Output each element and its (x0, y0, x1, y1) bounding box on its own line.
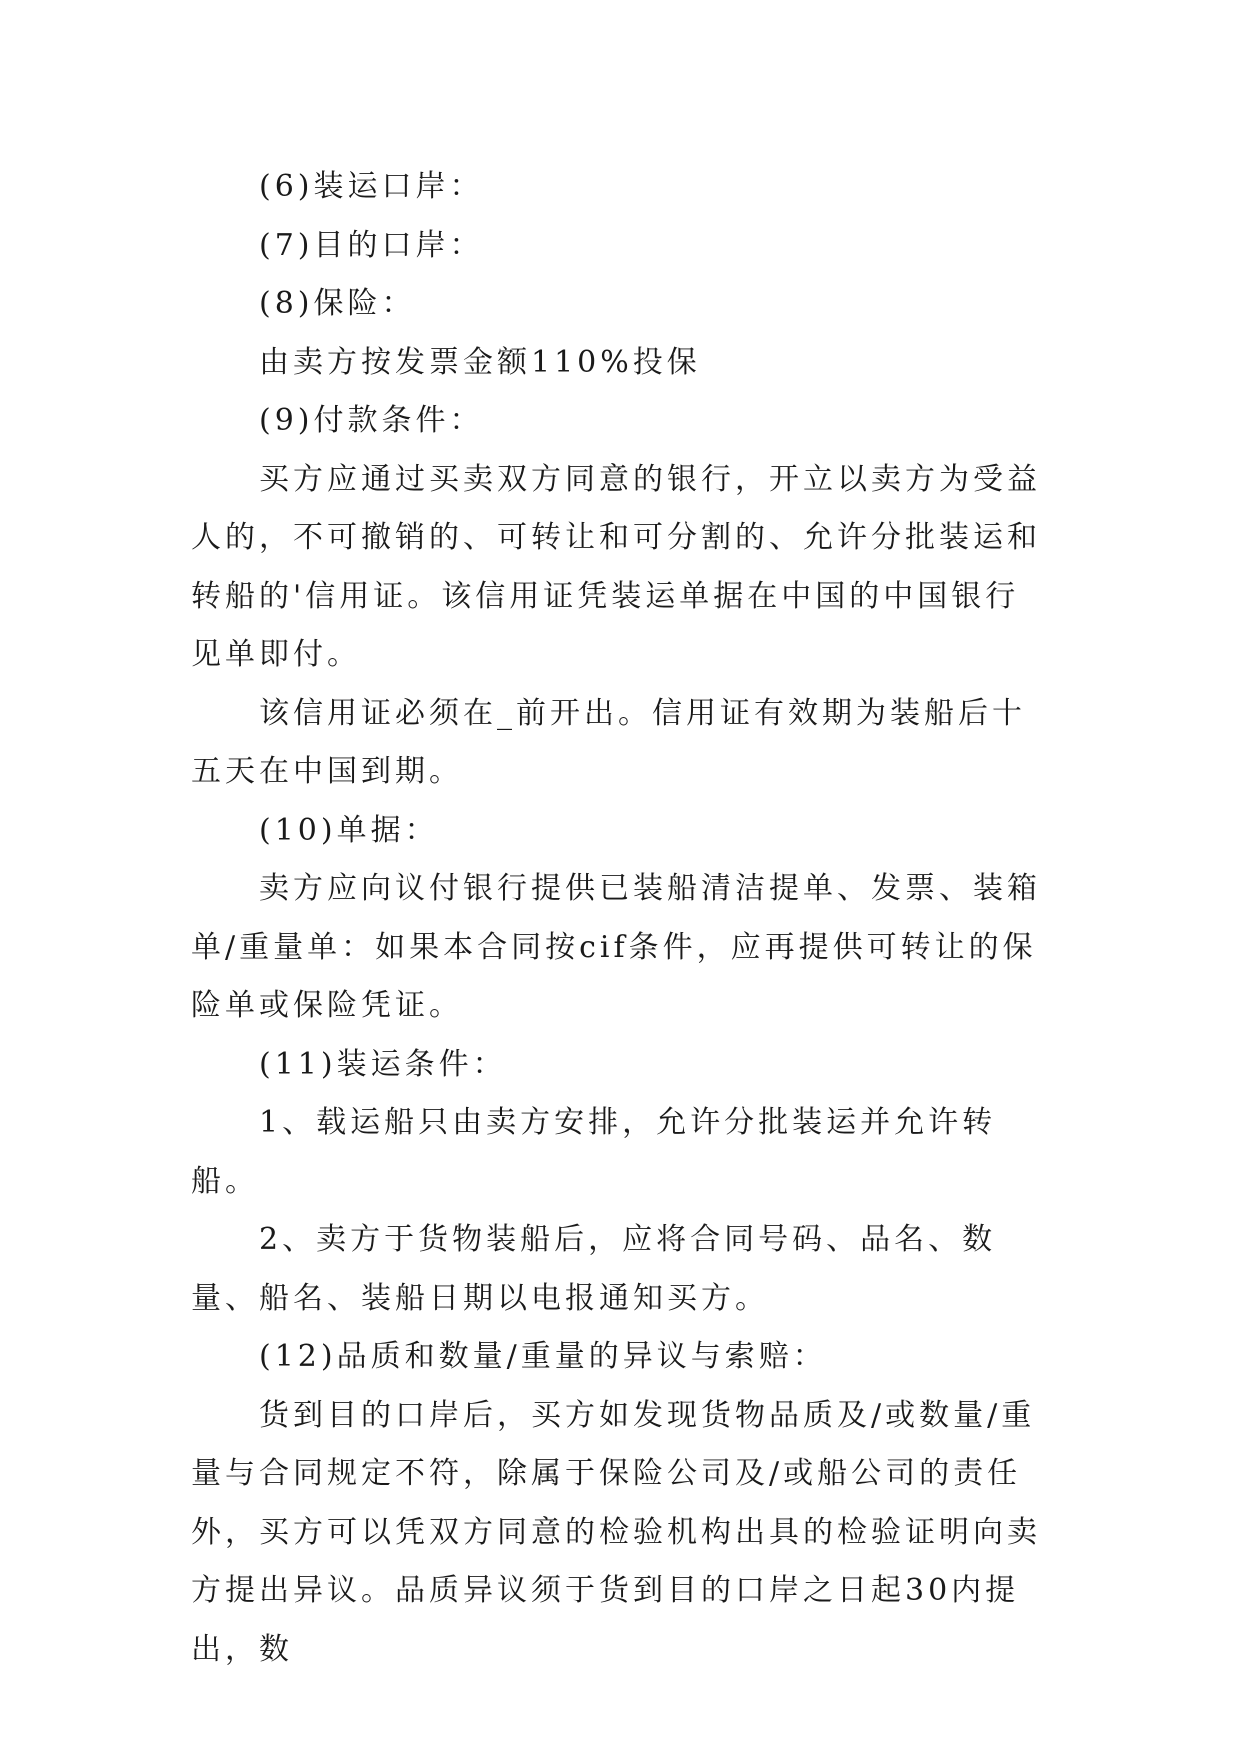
clause-body-documents: 卖方应向议付银行提供已装船清洁提单、发票、装箱单/重量单：如果本合同按cif条件，应再提供可转让的保险单或保险凭证。 (191, 871, 1041, 1023)
document-page (191, 158, 1051, 1679)
clause-heading-payment-terms: (9)付款条件： (259, 403, 484, 438)
clause-heading-claims: (12)品质和数量/重量的异议与索赔： (259, 1339, 827, 1374)
clause-heading-port-of-destination: (7)目的口岸： (259, 227, 484, 263)
clause-body-insurance: 由卖方按发票金额110%投保 (259, 344, 701, 380)
clause-heading-insurance: (8)保险： (259, 286, 416, 321)
clause-body-shipment-item-2: 2、卖方于货物装船后，应将合同号码、品名、数量、船名、装船日期以电报通知买方。 (191, 1222, 997, 1316)
clause-body-credit-validity: 该信用证必须在_前开出。信用证有效期为装船后十五天在中国到期。 (191, 695, 1026, 789)
clause-body-shipment-item-1: 1、载运船只由卖方安排，允许分批装运并允许转船。 (191, 1105, 997, 1199)
clause-body-payment-terms: 买方应通过买卖双方同意的银行，开立以卖方为受益人的，不可撤销的、可转让和可分割的、允许分批装运和转船的'信用证。该信用证凭装运单据在中国的中国银行见单即付。 (191, 461, 1041, 672)
clause-heading-shipment-terms: (11)装运条件： (259, 1046, 507, 1082)
clause-heading-documents: (10)单据： (259, 812, 439, 848)
clause-heading-port-of-shipment: (6)装运口岸： (259, 169, 484, 204)
clause-body-claims: 货到目的口岸后，买方如发现货物品质及/或数量/重量与合同规定不符，除属于保险公司及/或船公司的责任外，买方可以凭双方同意的检验机构出具的检验证明向卖方提出异议。品质异议须于货到目的口岸之日起30内提出，数 (191, 1397, 1041, 1667)
